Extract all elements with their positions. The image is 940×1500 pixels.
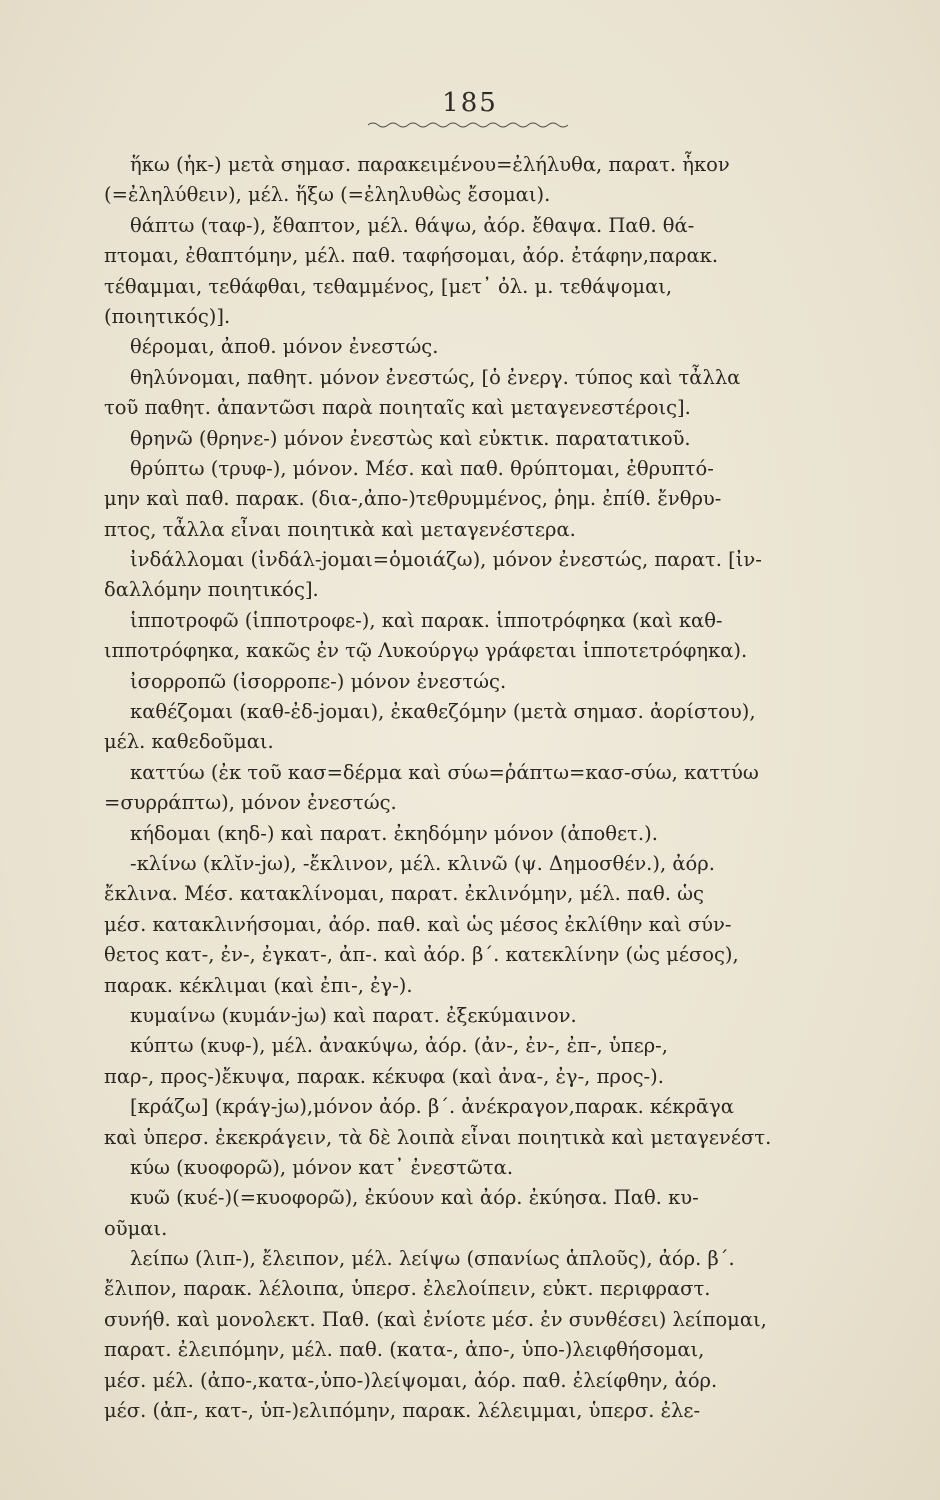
dictionary-text xyxy=(104,150,804,1426)
text-line: μέσ. μέλ. (ἀπο-,κατα-,ὑπο-)λείψομαι, ἀόρ. παθ. ἐλείφθην, ἀόρ. xyxy=(104,1368,718,1392)
text-line: παρακ. κέκλιμαι (καὶ ἐπι-, ἐγ-). xyxy=(104,973,413,997)
text-line: μέλ. καθεδοῦμαι. xyxy=(104,730,274,754)
text-line: τέθαμμαι, τεθάφθαι, τεθαμμένος, [μετ᾽ ὀλ. μ. τεθάψομαι, xyxy=(104,274,673,298)
text-line: κυμαίνω (κυμάν-jω) καὶ παρατ. ἐξεκύμαινον. xyxy=(130,1003,577,1027)
text-line: καθέζομαι (καθ-ἐδ-jομαι), ἐκαθεζόμην (μετὰ σημασ. ἀορίστου), xyxy=(130,700,756,724)
text-line: μέσ. κατακλινήσομαι, ἀόρ. παθ. καὶ ὡς μέσος ἐκλίθην καὶ σύν- xyxy=(104,912,732,936)
text-line: παρατ. ἐλειπόμην, μέλ. παθ. (κατα-, ἀπο-, ὑπο-)λειφθήσομαι, xyxy=(104,1338,705,1362)
text-line: ἔκλινα. Μέσ. κατακλίνομαι, παρατ. ἐκλινόμην, μέλ. παθ. ὡς xyxy=(104,882,704,906)
text-line: κύπτω (κυφ-), μέλ. ἀνακύψω, ἀόρ. (ἀν-, ἐν-, ἐπ-, ὑπερ-, xyxy=(130,1034,668,1058)
text-line: -κλίνω (κλῐν-jω), -ἔκλινον, μέλ. κλινῶ (ψ. Δημοσθέν.), ἀόρ. xyxy=(130,851,715,875)
text-line: κύω (κυοφορῶ), μόνον κατ᾽ ἐνεστῶτα. xyxy=(130,1155,514,1179)
text-line: ἥκω (ἡκ-) μετὰ σημασ. παρακειμένου=ἐλήλυθα, παρατ. ἧκον xyxy=(130,153,730,176)
text-line: θρύπτω (τρυφ-), μόνον. Μέσ. καὶ παθ. θρύπτομαι, ἐθρυπτό- xyxy=(130,456,714,480)
text-line: ἱπποτροφῶ (ἱπποτροφε-), καὶ παρακ. ἱπποτρόφηκα (καὶ καθ- xyxy=(130,608,723,632)
text-line: θετος κατ-, ἐν-, ἐγκατ-, ἀπ-. καὶ ἀόρ. β΄. κατεκλίνην (ὡς μέσος), xyxy=(104,943,739,967)
text-line: συνήθ. καὶ μονολεκτ. Παθ. (καὶ ἐνίοτε μέσ. ἐν συνθέσει) λείπομαι, xyxy=(104,1307,767,1331)
text-line: κήδομαι (κηδ-) καὶ παρατ. ἐκηδόμην μόνον (ἀποθετ.). xyxy=(130,821,658,845)
text-line: πτος, τἆλλα εἶναι ποιητικὰ καὶ μεταγενέστερα. xyxy=(104,517,576,541)
text-line: ἰνδάλλομαι (ἰνδάλ-jομαι=ὁμοιάζω), μόνον ἐνεστώς, παρατ. [ἰν- xyxy=(130,548,762,572)
text-line: ιπποτρόφηκα, κακῶς ἐν τῷ Λυκούργῳ γράφεται ἱπποτετρόφηκα). xyxy=(104,639,748,663)
text-line: λείπω (λιπ-), ἔλειπον, μέλ. λείψω (σπανίως ἁπλοῦς), ἀόρ. β΄. xyxy=(130,1247,735,1271)
text-line: θέρομαι, ἀποθ. μόνον ἐνεστώς. xyxy=(130,335,439,359)
text-line: =συρράπτω), μόνον ἐνεστώς. xyxy=(104,791,397,815)
text-line: ἔλιπον, παρακ. λέλοιπα, ὑπερσ. ἐλελοίπειν, εὐκτ. περιφραστ. xyxy=(104,1277,711,1301)
page-number: 185 xyxy=(442,88,498,118)
text-line: παρ-, προς-)ἔκυψα, παρακ. κέκυφα (καὶ ἀνα-, ἐγ-, προς-). xyxy=(104,1064,664,1088)
text-line: θάπτω (ταφ-), ἔθαπτον, μέλ. θάψω, ἀόρ. ἔθαψα. Παθ. θά- xyxy=(130,213,695,237)
text-line: [κράζω] (κράγ-jω),μόνον ἀόρ. β΄. ἀνέκραγον,παρακ. κέκρᾱγα xyxy=(130,1095,734,1119)
text-line: δαλλόμην ποιητικός]. xyxy=(104,578,319,602)
text-line: τοῦ παθητ. ἀπαντῶσι παρὰ ποιηταῖς καὶ μεταγενεστέροις]. xyxy=(104,396,691,420)
text-line: καττύω (ἐκ τοῦ κασ=δέρμα καὶ σύω=ῥάπτω=κασ-σύω, καττύω xyxy=(130,760,759,784)
text-line: πτομαι, ἐθαπτόμην, μέλ. παθ. ταφήσομαι, ἀόρ. ἐτάφην,παρακ. xyxy=(104,244,719,268)
ornamental-rule xyxy=(368,120,573,130)
text-line: οῦμαι. xyxy=(104,1216,168,1240)
text-line: κυῶ (κυέ-)(=κυοφορῶ), ἐκύουν καὶ ἀόρ. ἐκύησα. Παθ. κυ- xyxy=(130,1186,699,1210)
text-line: μην καὶ παθ. παρακ. (δια-,ἀπο-)τεθρυμμένος, ῥημ. ἐπίθ. ἔνθρυ- xyxy=(104,487,722,511)
text-line: θηλύνομαι, παθητ. μόνον ἐνεστώς, [ὁ ἐνεργ. τύπος καὶ τἆλλα xyxy=(130,365,741,389)
text-line: (ποιητικός)]. xyxy=(104,304,231,328)
text-line: θρηνῶ (θρηνε-) μόνον ἐνεστὼς καὶ εὐκτικ. παρατατικοῦ. xyxy=(130,426,691,450)
text-line: καὶ ὑπερσ. ἐκεκράγειν, τὰ δὲ λοιπὰ εἶναι ποιητικὰ καὶ μεταγενέστ. xyxy=(104,1125,772,1149)
text-line: μέσ. (ἀπ-, κατ-, ὑπ-)ελιπόμην, παρακ. λέλειμμαι, ὑπερσ. ἐλε- xyxy=(104,1399,701,1423)
text-line: (=ἐληλύθειν), μέλ. ἥξω (=ἐληλυθὼς ἔσομαι). xyxy=(104,183,551,207)
text-line: ἰσορροπῶ (ἰσορροπε-) μόνον ἐνεστώς. xyxy=(130,669,507,693)
